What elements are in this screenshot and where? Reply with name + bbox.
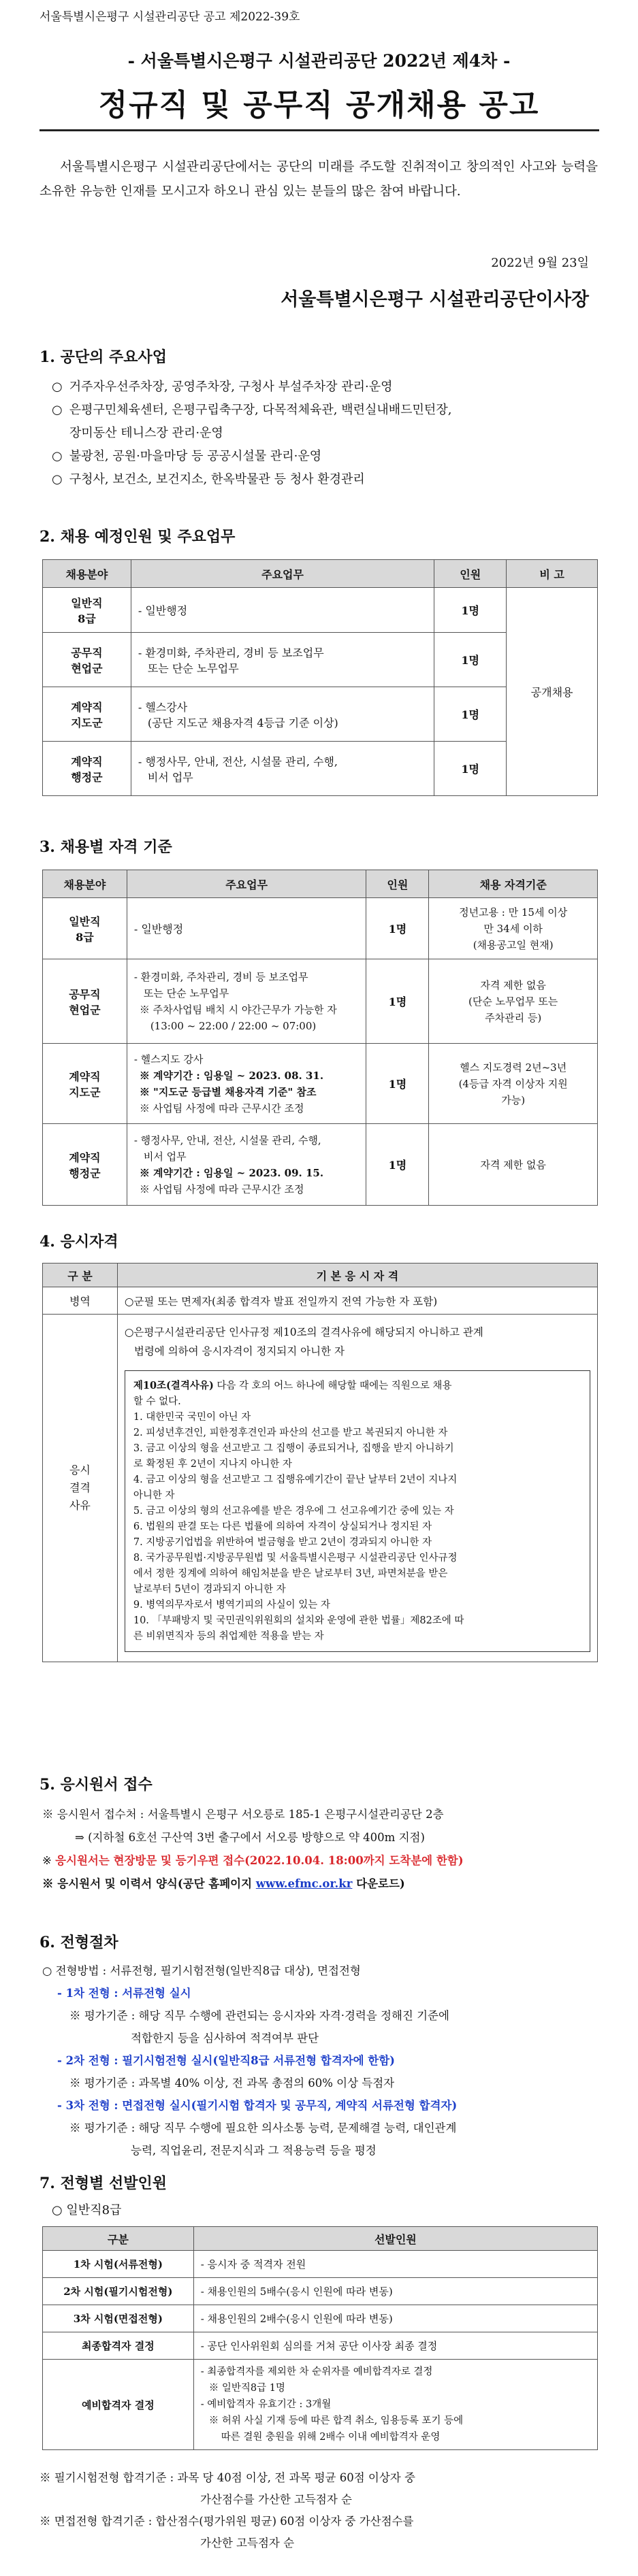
list-item: 9. 병역의무자로서 병역기피의 사실이 있는 자 [133, 1600, 330, 1611]
qualification-cell: 자격 제한 없음 [429, 1124, 598, 1206]
qualification-cell: 자격 제한 없음 (단순 노무업무 또는 주차관리 등) [429, 959, 598, 1044]
duty-cell: - 행정사무, 안내, 전산, 시설물 관리, 수행, 비서 업무 [131, 742, 434, 796]
table-row: 2차 시험(필기시험전형) - 채용인원의 5배수(응시 인원에 따라 변동) [43, 2278, 598, 2305]
row-label: 병역 [43, 1287, 118, 1315]
stage-2-criteria: ※ 평가기준 : 과목별 40% 이상, 전 과목 총점의 60% 이상 득점자 [69, 2077, 395, 2090]
box-heading-continued: 할 수 없다. [133, 1396, 181, 1407]
stage-1-title: - 1차 전형 : 서류전형 실시 [57, 1987, 191, 2000]
qualification-cell: 헬스 지도경력 2년~3년 (4등급 자격 이상자 지원 가능) [429, 1044, 598, 1124]
column-header: 채용 자격기준 [429, 870, 598, 898]
disqualification-intro: ○은평구시설관리공단 인사규정 제10조의 결격사유에 해당되지 아니하고 관계 법령에 의하여 응시자격이 정지되지 아니한 자 [124, 1326, 483, 1357]
section-4-title: 4. 응시자격 [39, 1233, 118, 1251]
qualification-table [42, 870, 598, 1206]
column-header: 주요업무 [131, 560, 434, 588]
recruitment-table [42, 559, 598, 796]
column-header: 주요업무 [127, 870, 366, 898]
application-directions: ⇒ (지하철 6호선 구산역 3번 출구에서 서오릉 방향으로 약 400m 지점) [75, 1831, 425, 1844]
remark-cell: 공개채용 [507, 588, 598, 796]
list-item: 6. 법원의 판결 또는 다른 법률에 의하여 자격이 상실되거나 정지된 자 [133, 1521, 432, 1532]
list-item: 아니한 자 [133, 1490, 175, 1501]
application-form-notice: ※ 응시원서 및 이력서 양식(공단 홈페이지 www.efmc.or.kr 다운로드) [42, 1877, 405, 1890]
count-cell: 1명 [366, 898, 429, 959]
row-label: 응시 결격 사유 [43, 1315, 118, 1662]
field-cell: 계약직 지도군 [43, 687, 131, 742]
count-cell: 1명 [366, 1124, 429, 1206]
column-header: 인원 [434, 560, 507, 588]
table-row: 1차 시험(서류전형) - 응시자 중 적격자 전원 [43, 2251, 598, 2278]
column-header: 인원 [366, 870, 429, 898]
disqualification-cell [117, 1315, 597, 1662]
section-5-body [42, 1803, 607, 1896]
table-row: 예비합격자 결정 - 최종합격자를 제외한 차 순위자를 예비합격자로 결정 ※ 일반직8급 1명 - 예비합격자 유효기간 : 3개월 ※ 허위 사실 기재 등에 따른 합격 취소, 임용등록 포기 등에 따른 결원 충원을 위해 2배수 이내 예비합격자 운영 [43, 2360, 598, 2450]
list-item: ○ 구청사, 보건소, 보건지소, 한옥박물관 등 청사 환경관리 [52, 472, 365, 486]
list-item: 8. 국가공무원법·지방공무원법 및 서울특별시은평구 시설관리공단 인사규정 [133, 1553, 458, 1564]
list-item: ○ 은평구민체육센터, 은평구립축구장, 다목적체육관, 백련실내배드민턴장, [52, 403, 452, 417]
list-item: 5. 금고 이상의 형의 선고유예를 받은 경우에 그 선고유예기간 중에 있는 자 [133, 1506, 454, 1517]
list-item: 7. 지방공기업법을 위반하여 벌금형을 받고 2년이 경과되지 아니한 자 [133, 1537, 432, 1548]
table-header-row [43, 560, 598, 588]
column-header: 구분 [43, 2227, 194, 2251]
column-header: 구 분 [43, 1264, 118, 1287]
column-header: 선발인원 [193, 2227, 597, 2251]
interview-criteria: ※ 면접전형 합격기준 : 합산점수(평가위원 평균) 60점 이상자 중 가산점수를 [39, 2515, 414, 2528]
application-address: ※ 응시원서 접수처 : 서울특별시 은평구 서오릉로 185-1 은평구시설관리공단 2층 [42, 1808, 444, 1821]
application-deadline: ※ 응시원서는 현장방문 및 등기우편 접수(2022.10.04. 18:00까지 도착분에 한함) [42, 1854, 464, 1867]
announcement-subtitle: - 서울특별시은평구 시설관리공단 2022년 제4차 - [127, 51, 511, 71]
list-item: ○ 불광천, 공원·마을마당 등 공공시설물 관리·운영 [52, 449, 322, 463]
table-header-row [43, 2227, 598, 2251]
interview-criteria-continued: 가산한 고득점자 순 [200, 2537, 295, 2549]
section-7-subtitle: ○ 일반직8급 [52, 2203, 122, 2217]
count-cell: 1명 [366, 959, 429, 1044]
section-1-title: 1. 공단의 주요사업 [39, 348, 168, 366]
intro-paragraph: 서울특별시은평구 시설관리공단에서는 공단의 미래를 주도할 진취적이고 창의적인 사고와 능력을 소유한 유능한 인재를 모시고자 하오니 관심 있는 분들의 많은 참여 바랍니다. [39, 160, 598, 199]
organization-signature: 서울특별시은평구 시설관리공단이사장 [281, 289, 589, 310]
count-cell: 1명 [366, 1044, 429, 1124]
column-header: 비 고 [507, 560, 598, 588]
table-row: 3차 시험(면접전형) - 채용인원의 2배수(응시 인원에 따라 변동) [43, 2305, 598, 2332]
list-item: ○ 거주자우선주차장, 공영주차장, 구청사 부설주차장 관리·운영 [52, 380, 393, 394]
count-cell: 1명 [434, 633, 507, 687]
section-6-title: 6. 전형절차 [39, 1934, 118, 1951]
disqualification-box [125, 1370, 590, 1652]
selection-count-table [42, 2226, 598, 2450]
list-item: 로 확정된 후 2년이 지나지 아니한 자 [133, 1459, 292, 1470]
duty-cell: - 일반행정 [131, 588, 434, 633]
section-7-title: 7. 전형별 선발인원 [39, 2175, 168, 2192]
duty-cell: - 환경미화, 주차관리, 경비 등 보조업무 또는 단순 노무업무 ※ 주차사업팀 배치 시 야간근무가 가능한 자 (13:00 ~ 22:00 / 22:00 ~ 07:00) [127, 959, 366, 1044]
title-divider [39, 129, 599, 131]
list-item: 1. 대한민국 국민이 아닌 자 [133, 1412, 251, 1423]
column-header: 채용분야 [43, 870, 127, 898]
written-exam-criteria-continued: 가산점수를 가산한 고득점자 순 [200, 2493, 352, 2506]
eligibility-table [42, 1263, 598, 1662]
count-cell: 1명 [434, 588, 507, 633]
table-row [43, 959, 598, 1044]
qualification-cell: 정년고용 : 만 15세 이상 만 34세 이하 (채용공고일 현재) [429, 898, 598, 959]
list-item: 른 비위면직자 등의 취업제한 적용을 받는 자 [133, 1631, 324, 1642]
stage-3-criteria: ※ 평가기준 : 해당 직무 수행에 필요한 의사소통 능력, 문제해결 능력, 대인관계 [69, 2121, 457, 2134]
table-row [43, 1315, 598, 1662]
table-header-row [43, 870, 598, 898]
section-3-title: 3. 채용별 자격 기준 [39, 838, 172, 856]
page-title: 정규직 및 공무직 공개채용 공고 [98, 88, 540, 122]
stage-1-criteria-continued: 적합한지 등을 심사하여 적격여부 판단 [131, 2032, 319, 2045]
list-item-continued: 장미동산 테니스장 관리·운영 [69, 426, 223, 440]
list-item: 3. 금고 이상의 형을 선고받고 그 집행이 종료되거나, 집행을 받지 아니하기 [133, 1443, 454, 1454]
homepage-link[interactable]: www.efmc.or.kr [255, 1877, 353, 1890]
count-cell: 1명 [434, 687, 507, 742]
duty-cell: - 헬스강사 (공단 지도군 채용자격 4등급 기준 이상) [131, 687, 434, 742]
field-cell: 계약직 행정군 [43, 1124, 127, 1206]
table-row: 최종합격자 결정 - 공단 인사위원회 심의를 거쳐 공단 이사장 최종 결정 [43, 2332, 598, 2360]
list-item: 2. 피성년후견인, 피한정후견인과 파산의 선고를 받고 복권되지 아니한 자 [133, 1427, 448, 1438]
list-item: 에서 정한 징계에 의하여 해임처분을 받은 날로부터 3년, 파면처분을 받은 [133, 1568, 448, 1579]
selection-method: ○ 전형방법 : 서류전형, 필기시험전형(일반직8급 대상), 면접전형 [42, 1964, 361, 1977]
field-cell: 일반직 8급 [43, 588, 131, 633]
duty-cell: - 일반행정 [127, 898, 366, 959]
table-row [43, 1124, 598, 1206]
stage-2-title: - 2차 전형 : 필기시험전형 실시(일반직8급 서류전형 합격자에 한함) [57, 2054, 395, 2067]
box-heading: 제10조(결격사유) 다음 각 호의 어느 하나에 해당할 때에는 직원으로 채용 [133, 1380, 452, 1391]
stage-3-criteria-continued: 능력, 직업윤리, 전문지식과 그 적용능력 등을 평정 [131, 2144, 377, 2157]
section-1-list [52, 376, 610, 491]
field-cell: 일반직 8급 [43, 898, 127, 959]
list-item: 4. 금고 이상의 형을 선고받고 그 집행유예기간이 끝난 날부터 2년이 지나지 [133, 1474, 458, 1485]
table-header-row [43, 1264, 598, 1287]
duty-cell: - 환경미화, 주차관리, 경비 등 보조업무 또는 단순 노무업무 [131, 633, 434, 687]
field-cell: 공무직 현업군 [43, 633, 131, 687]
duty-cell: - 헬스지도 강사 ※ 계약기간 : 임용일 ~ 2023. 08. 31. ※ "지도군 등급별 채용자격 기준" 참조 ※ 사업팀 사정에 따라 근무시간 조정 [127, 1044, 366, 1124]
field-cell: 계약직 행정군 [43, 742, 131, 796]
table-row [43, 1287, 598, 1315]
table-row [43, 588, 598, 633]
list-item: 10. 「부패방지 및 국민권익위원회의 설치와 운영에 관한 법률」제82조에 따 [133, 1615, 464, 1626]
column-header: 채용분야 [43, 560, 131, 588]
duty-cell: - 행정사무, 안내, 전산, 시설물 관리, 수행, 비서 업무 ※ 계약기간 : 임용일 ~ 2023. 09. 15. ※ 사업팀 사정에 따라 근무시간 조정 [127, 1124, 366, 1206]
section-5-title: 5. 응시원서 접수 [39, 1776, 153, 1794]
field-cell: 계약직 지도군 [43, 1044, 127, 1124]
table-row [43, 1044, 598, 1124]
military-requirement: ○군필 또는 면제자(최종 합격자 발표 전일까지 전역 가능한 자 포함) [117, 1287, 597, 1315]
announcement-date: 2022년 9월 23일 [491, 256, 589, 270]
stage-3-title: - 3차 전형 : 면접전형 실시(필기시험 합격자 및 공무직, 계약직 서류전형 합격자) [57, 2099, 458, 2112]
table-row [43, 898, 598, 959]
reserve-cell: - 최종합격자를 제외한 차 순위자를 예비합격자로 결정 ※ 일반직8급 1명 - 예비합격자 유효기간 : 3개월 ※ 허위 사실 기재 등에 따른 합격 취소, 임용등록 포기 등에 따른 결원 충원을 위해 2배수 이내 예비합격자 운영 [193, 2360, 597, 2450]
list-item: 날로부터 5년이 경과되지 아니한 자 [133, 1584, 286, 1595]
column-header: 기 본 응 시 자 격 [117, 1264, 597, 1287]
announcement-number: 서울특별시은평구 시설관리공단 공고 제2022-39호 [39, 10, 300, 24]
count-cell: 1명 [434, 742, 507, 796]
stage-1-criteria: ※ 평가기준 : 해당 직무 수행에 관련되는 응시자와 자격·경력을 정해진 기준에 [69, 2009, 449, 2022]
section-6-body [42, 1960, 614, 2162]
field-cell: 공무직 현업군 [43, 959, 127, 1044]
written-exam-criteria: ※ 필기시험전형 합격기준 : 과목 당 40점 이상, 전 과목 평균 60점 이상자 중 [39, 2471, 415, 2484]
section-2-title: 2. 채용 예정인원 및 주요업무 [39, 528, 236, 546]
selection-notes [39, 2467, 625, 2554]
